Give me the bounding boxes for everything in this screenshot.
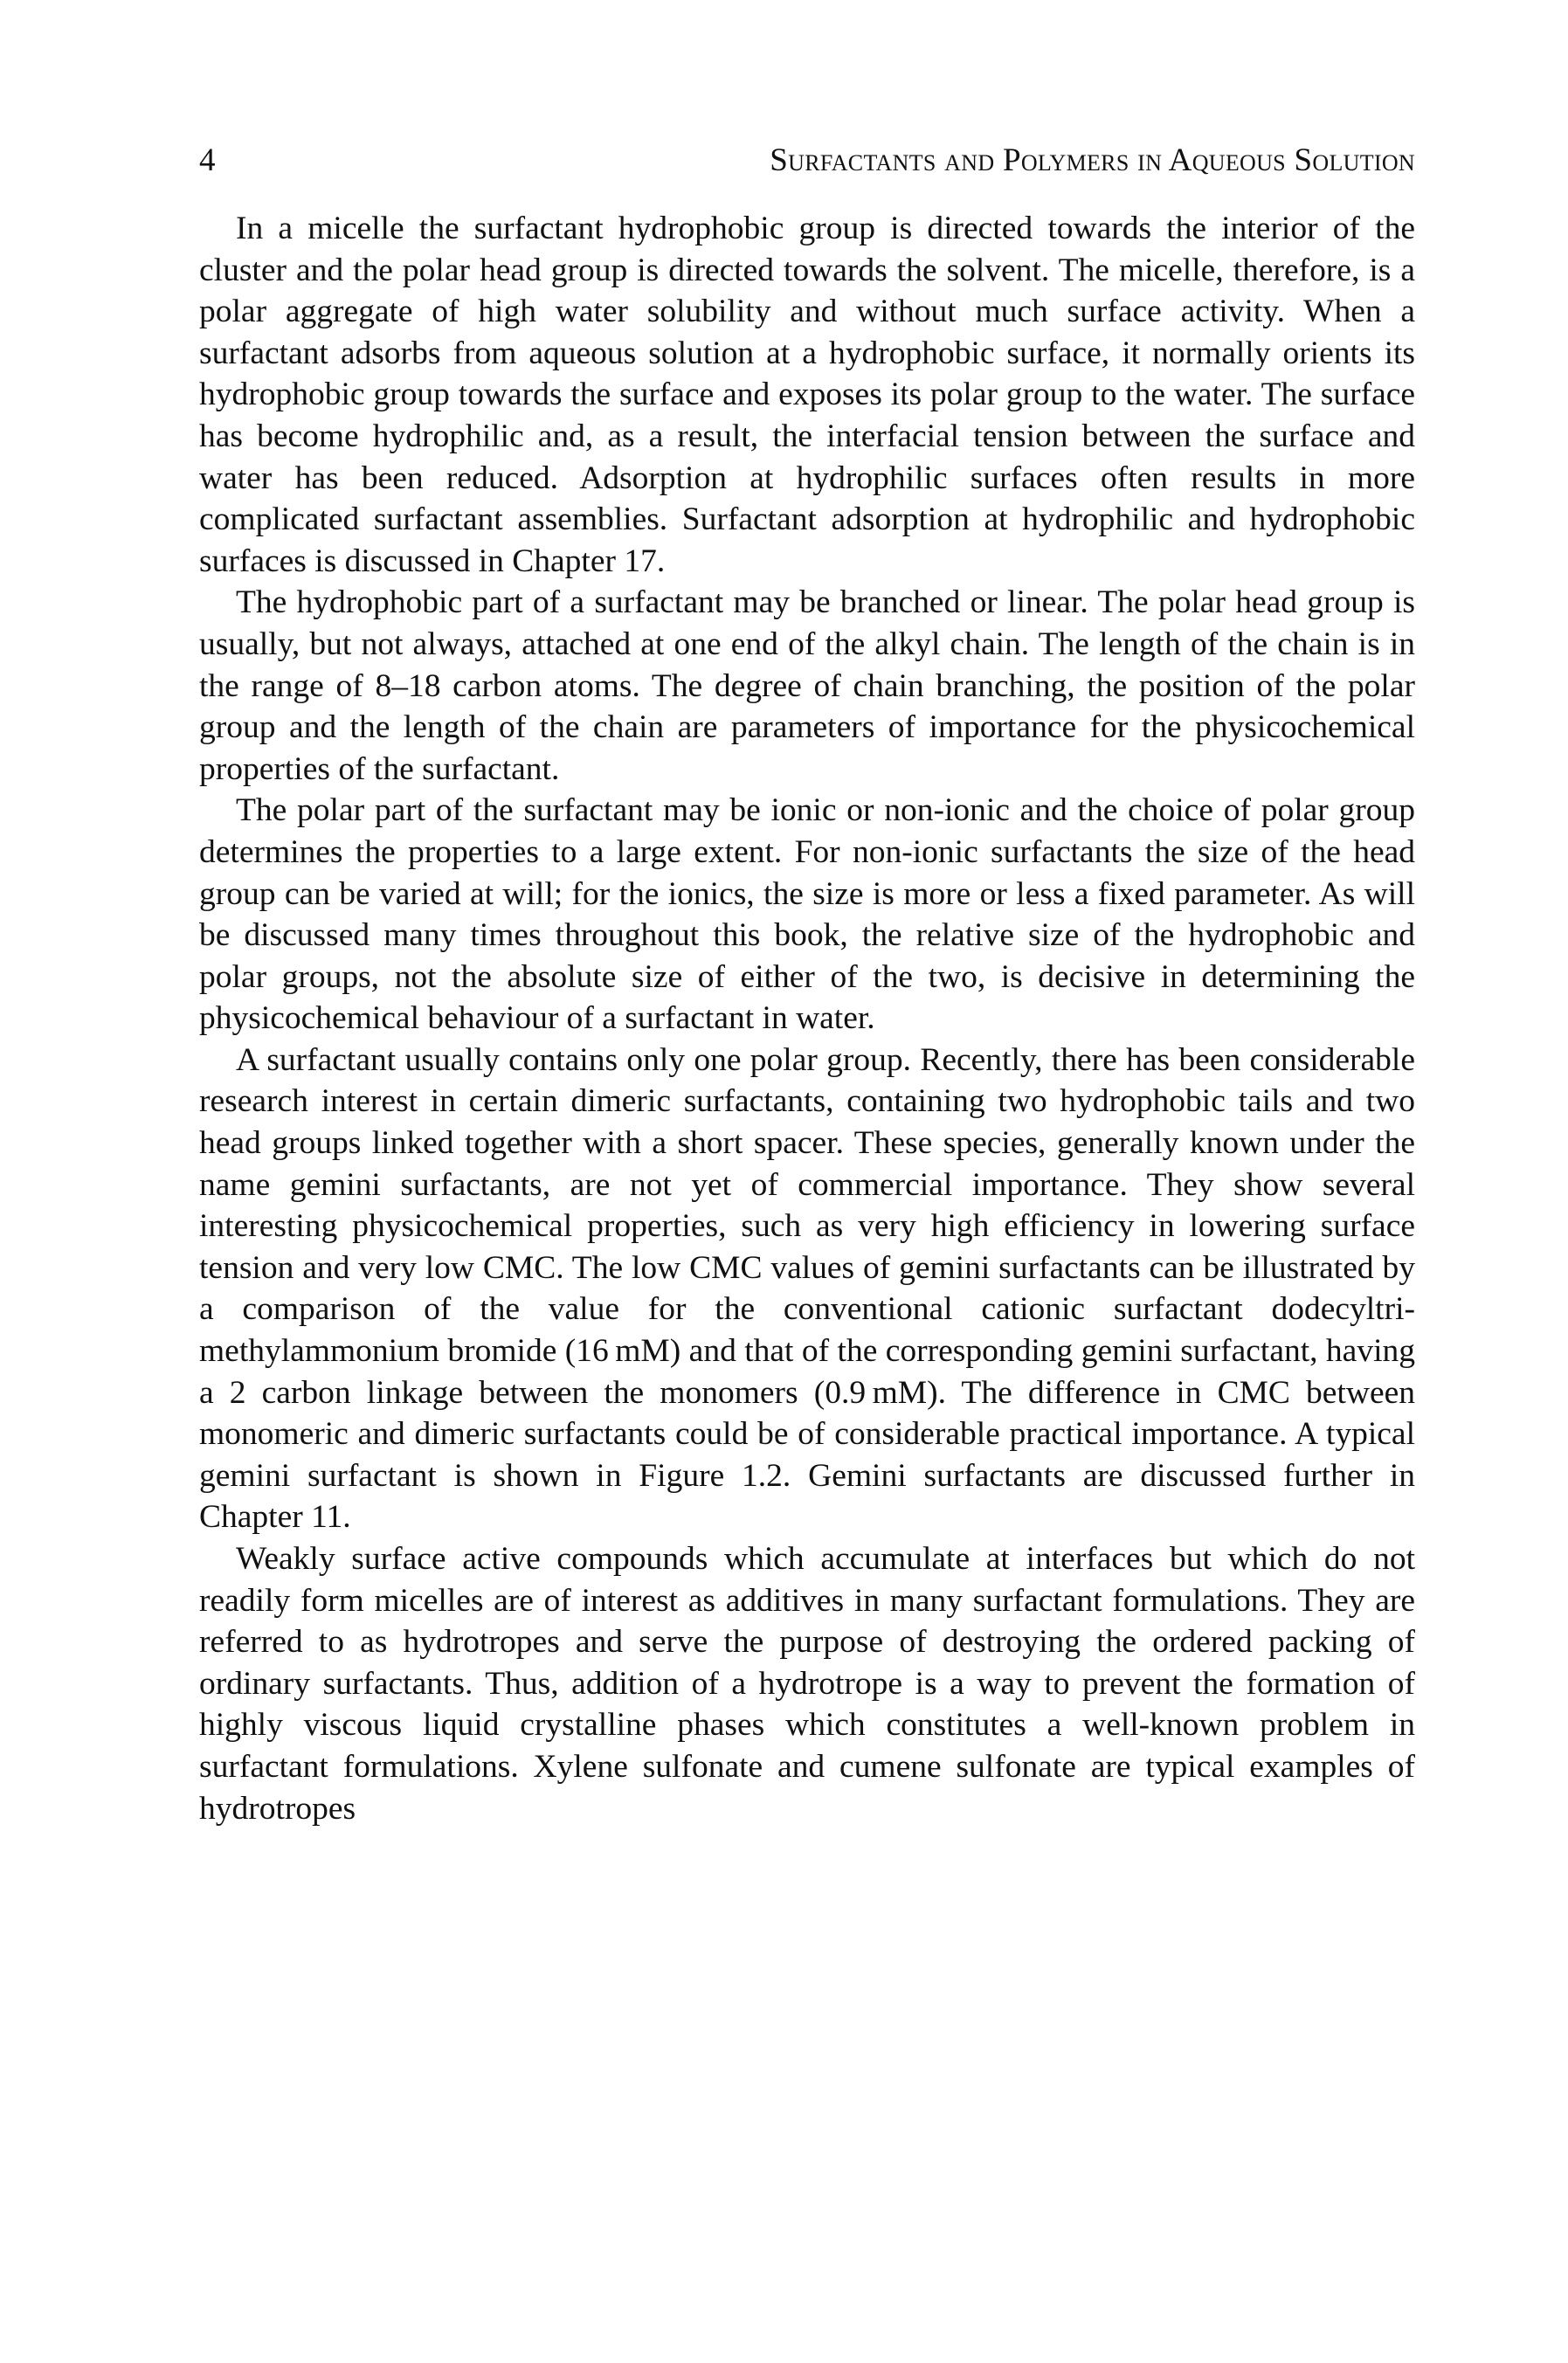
paragraph-polar-part: The polar part of the surfactant may be ionic or non-ionic and the choice of polar group determines the properties to a large extent. For non-ionic surfactants the size of the head group can be varied at will; for the ionics, the size is more or less a fixed parameter. As will be discussed many times throughout this book, the relative size of the hydrophobic and polar groups, not the absolute size of either of the two, is decisive in determining the physicochemical behaviour of a surfactant in water. xyxy=(199,792,1415,1037)
paragraph-hydrotropes: Weakly surface active compounds which accumulate at interfaces but which do not readily form micelles are of interest as additives in many surfactant formulations. They are referred to as hydrotropes and serve the purpose of destroying the ordered packing of ordinary surfactants. Thus, addition of a hydrotrope is a way to prevent the formation of highly viscous liquid crystalline phases which constitutes a well-known problem in surfactant formulations. Xylene sulfonate and cumene sulfonate are typical examples of hydrotropes xyxy=(199,1541,1415,1827)
body-text xyxy=(199,208,1415,1829)
running-head xyxy=(199,131,1415,190)
paragraph-micelle: In a micelle the surfactant hydrophobic group is directed towards the interior of the cluster and the polar head group is directed towards the solvent. The micelle, therefore, is a polar aggregate of high water solubility and without much surface activity. When a surfactant adsorbs from aqueous solution at a hydrophobic surface, it normally orients its hydrophobic group towards the surface and exposes its polar group to the water. The surface has become hydrophilic and, as a result, the interfacial tension between the surface and water has been reduced. Adsorption at hydrophilic surfaces often results in more complicated surfactant assemblies. Surfactant adsorption at hydrophilic and hydrophobic surfaces is discussed in Chapter 17. xyxy=(199,211,1415,579)
book-page xyxy=(199,131,1415,1829)
running-title: Surfactants and Polymers in Aqueous Solution xyxy=(770,142,1415,178)
paragraph-hydrophobic-part: The hydrophobic part of a surfactant may be branched or linear. The polar head group is usually, but not always, attached at one end of the alkyl chain. The length of the chain is in the range of 8–18 carbon atoms. The degree of chain branching, the position of the polar group and the length of the chain are parameters of importance for the physicochemical properties of the surfactant. xyxy=(199,584,1415,787)
page-number: 4 xyxy=(199,142,216,178)
paragraph-gemini-surfactants: A surfactant usually contains only one polar group. Recently, there has been considerable research interest in certain dimeric surfactants, containing two hydrophobic tails and two head groups linked together with a short spacer. These species, generally known under the name gemini surfactants, are not yet of commercial importance. They show several interesting physicochemical properties, such as very high efficiency in lowering surface tension and very low CMC. The low CMC values of gemini surfactants can be illustrated by a comparison of the value for the conventional cationic surfactant dodecyltrimethylammonium bromide (16 mM) and that of the corresponding gemini surfactant, having a 2 carbon linkage between the monomers (0.9 mM). The difference in CMC between monomeric and dimeric surfactants could be of considerable practical importance. A typical gemini surfactant is shown in Figure 1.2. Gemini surfactants are discussed further in Chapter 11. xyxy=(199,1041,1415,1536)
